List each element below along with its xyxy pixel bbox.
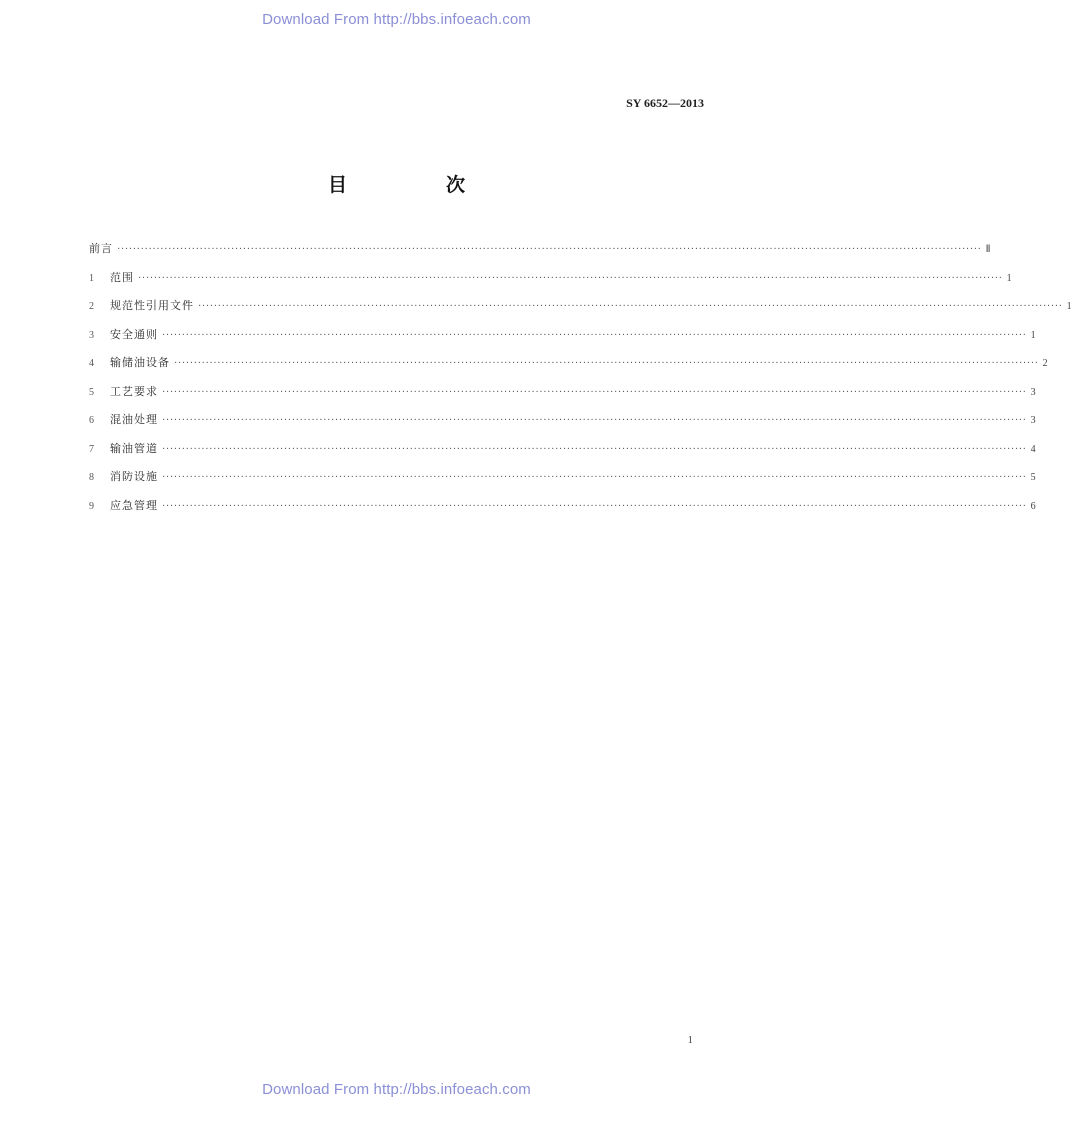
toc-entry-number: 1 — [89, 272, 94, 284]
toc-entry-number: 6 — [89, 415, 94, 426]
toc-entry-label: 应急管理 — [110, 498, 158, 512]
watermark-top: Download From http://bbs.infoeach.com — [262, 11, 531, 28]
toc-entry-page: 2 — [1042, 358, 1048, 369]
toc-entry-label: 前言 — [89, 242, 113, 255]
toc-entry-label: 混油处理 — [110, 413, 158, 426]
toc-entry-3[interactable] — [89, 326, 1036, 355]
toc-dot-leader: ···························································································································································································································· — [162, 472, 1027, 483]
toc-entry-9[interactable] — [89, 497, 1036, 526]
toc-entry-number: 7 — [89, 443, 94, 455]
toc-entry-label: 范围 — [110, 270, 134, 284]
standard-code: SY 6652—2013 — [626, 96, 704, 110]
toc-entry-label: 输储油设备 — [110, 356, 170, 369]
toc-entry-page: 3 — [1030, 386, 1036, 398]
toc-dot-leader: ···························································································································································································································· — [162, 500, 1027, 512]
toc-entry-label: 安全通则 — [110, 327, 158, 341]
toc-entry-8[interactable] — [89, 468, 1036, 497]
toc-dot-leader: ···························································································································································································································· — [162, 386, 1027, 398]
toc-entry-number: 9 — [89, 500, 94, 512]
toc-entry-page: 1 — [1066, 301, 1072, 312]
toc-dot-leader: ···························································································································································································································· — [198, 301, 1063, 312]
toc-entry-page: 6 — [1030, 500, 1036, 512]
toc-entry-page: 1 — [1006, 272, 1012, 284]
toc-entry-label: 消防设施 — [110, 470, 158, 483]
toc-entry-page: Ⅱ — [985, 244, 991, 255]
toc-entry-6[interactable] — [89, 411, 1036, 440]
toc-entry-7[interactable] — [89, 440, 1036, 469]
table-of-contents — [89, 240, 1072, 525]
toc-dot-leader: ···························································································································································································································· — [174, 358, 1039, 369]
toc-dot-leader: ···························································································································································································································· — [162, 415, 1027, 426]
toc-dot-leader: ···························································································································································································································· — [162, 443, 1027, 455]
toc-entry-number: 5 — [89, 386, 94, 398]
page-number: 1 — [687, 1034, 693, 1046]
toc-entry-label: 规范性引用文件 — [110, 299, 194, 312]
toc-entry-5[interactable] — [89, 383, 1036, 412]
toc-entry-1[interactable] — [89, 269, 1012, 298]
watermark-bottom: Download From http://bbs.infoeach.com — [262, 1081, 531, 1098]
toc-dot-leader: ···························································································································································································································· — [162, 329, 1027, 341]
toc-entry-label: 工艺要求 — [110, 384, 158, 398]
toc-entry-page: 3 — [1030, 415, 1036, 426]
toc-entry-page: 5 — [1030, 472, 1036, 483]
toc-entry-number: 2 — [89, 301, 94, 312]
toc-entry-number: 4 — [89, 358, 94, 369]
toc-entry-2[interactable] — [89, 297, 1072, 326]
toc-entry-number: 8 — [89, 472, 94, 483]
toc-dot-leader: ···························································································································································································································· — [117, 244, 982, 255]
toc-dot-leader: ···························································································································································································································· — [138, 272, 1003, 284]
toc-entry-label: 输油管道 — [110, 441, 158, 455]
toc-entry-page: 4 — [1030, 443, 1036, 455]
toc-entry-page: 1 — [1030, 329, 1036, 341]
toc-entry-preface[interactable] — [89, 240, 991, 269]
toc-entry-number: 3 — [89, 329, 94, 341]
toc-entry-4[interactable] — [89, 354, 1048, 383]
page-title: 目 次 — [327, 174, 505, 196]
